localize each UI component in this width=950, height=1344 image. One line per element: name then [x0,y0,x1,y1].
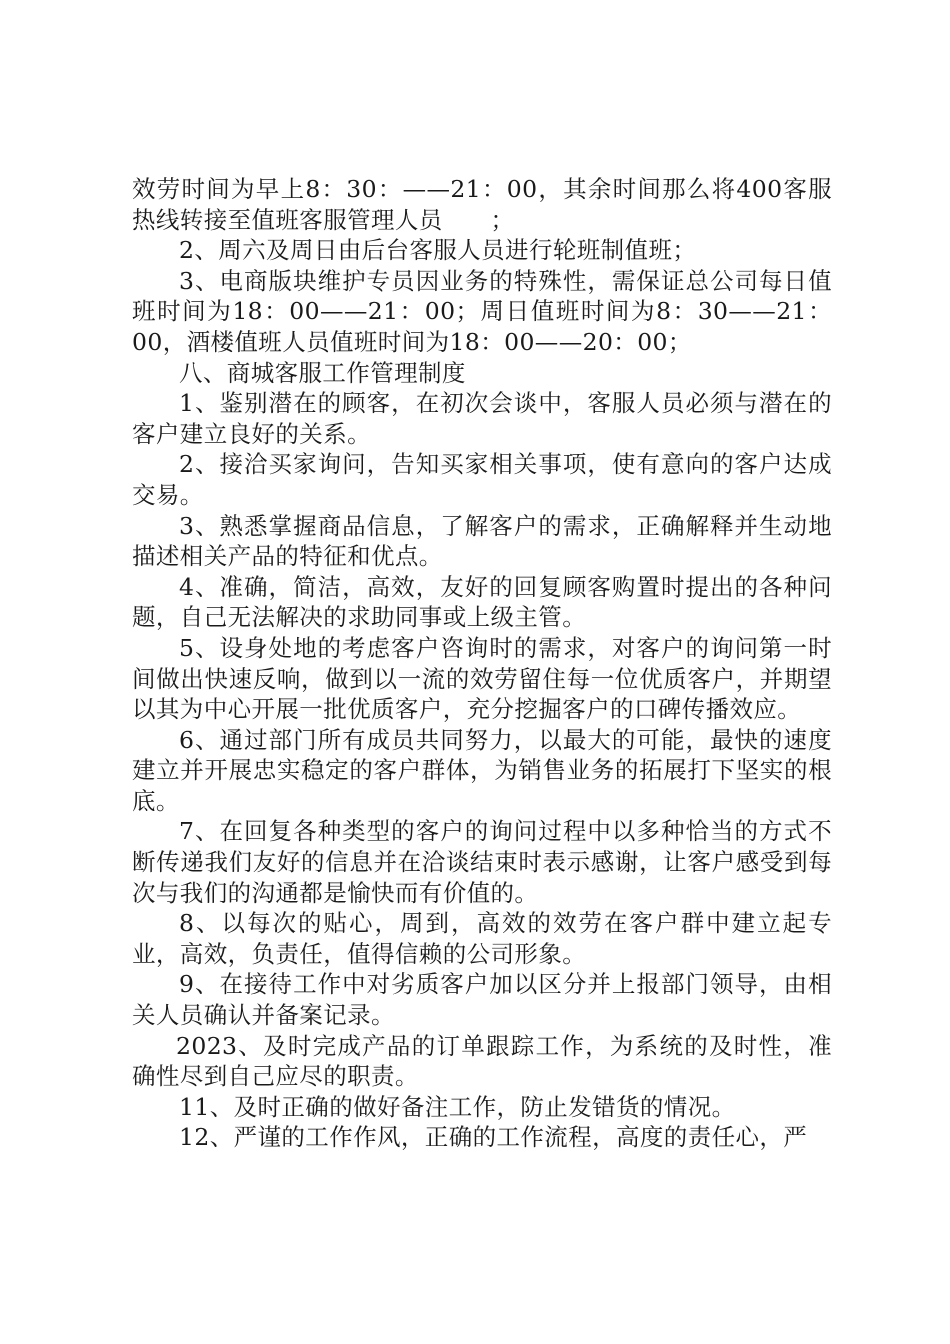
rule-item-7: 7、在回复各种类型的客户的询问过程中以多种恰当的方式不断传递我们友好的信息并在洽谈结束时表示感谢，让客户感受到每次与我们的沟通都是愉快而有价值的。 [132,817,832,907]
rule-item-5: 5、设身处地的考虑客户咨询时的需求，对客户的询问第一时间做出快速反响，做到以一流的效劳留住每一位优质客户，并期望以其为中心开展一批优质客户，充分挖掘客户的口碑传播效应。 [132,633,832,724]
rule-item-8: 8、以每次的贴心，周到，高效的效劳在客户群中建立起专业，高效，负责任，值得信赖的公司形象。 [132,909,832,968]
rule-item-9: 9、在接待工作中对劣质客户加以区分并上报部门领导，由相关人员确认并备案记录。 [132,970,832,1030]
rule-item-4: 4、准确，简洁，高效，友好的回复顾客购置时提出的各种问题，自己无法解决的求助同事或上级主管。 [132,572,832,632]
rule-item-6: 6、通过部门所有成员共同努力，以最大的可能，最快的速度建立并开展忠实稳定的客户群体，为销售业务的拓展打下坚实的根底。 [132,725,832,815]
document-body [132,174,832,1153]
rule-item-3: 3、熟悉掌握商品信息，了解客户的需求，正确解释并生动地描述相关产品的特征和优点。 [132,511,832,571]
rule-item-12: 12、严谨的工作作风，正确的工作流程，高度的责任心，严 [179,1123,808,1152]
paragraph-ecommerce-duty: 3、电商版块维护专员因业务的特殊性，需保证总公司每日值班时间为18：00——21：00；周日值班时间为8：30——21：00，酒楼值班人员值班时间为18：00——20：00； [132,266,832,356]
section-heading-mall-service-rules: 八、商城客服工作管理制度 [179,358,466,387]
rule-item-11: 11、及时正确的做好备注工作，防止发错货的情况。 [179,1092,736,1121]
rule-item-1: 1、鉴别潜在的顾客，在初次会谈中，客服人员必须与潜在的客户建立良好的关系。 [132,389,832,448]
paragraph-weekend-duty: 2、周六及周日由后台客服人员进行轮班制值班； [179,236,697,265]
rule-item-2: 2、接洽买家询问，告知买家相关事项，使有意向的客户达成交易。 [132,450,832,509]
paragraph-service-hours-continued: 效劳时间为早上8：30：——21：00，其余时间那么将400客服热线转接至值班客服管理人员 ； [132,175,832,234]
rule-item-10: 2023、及时完成产品的订单跟踪工作，为系统的及时性，准确性尽到自己应尽的职责。 [132,1031,832,1091]
